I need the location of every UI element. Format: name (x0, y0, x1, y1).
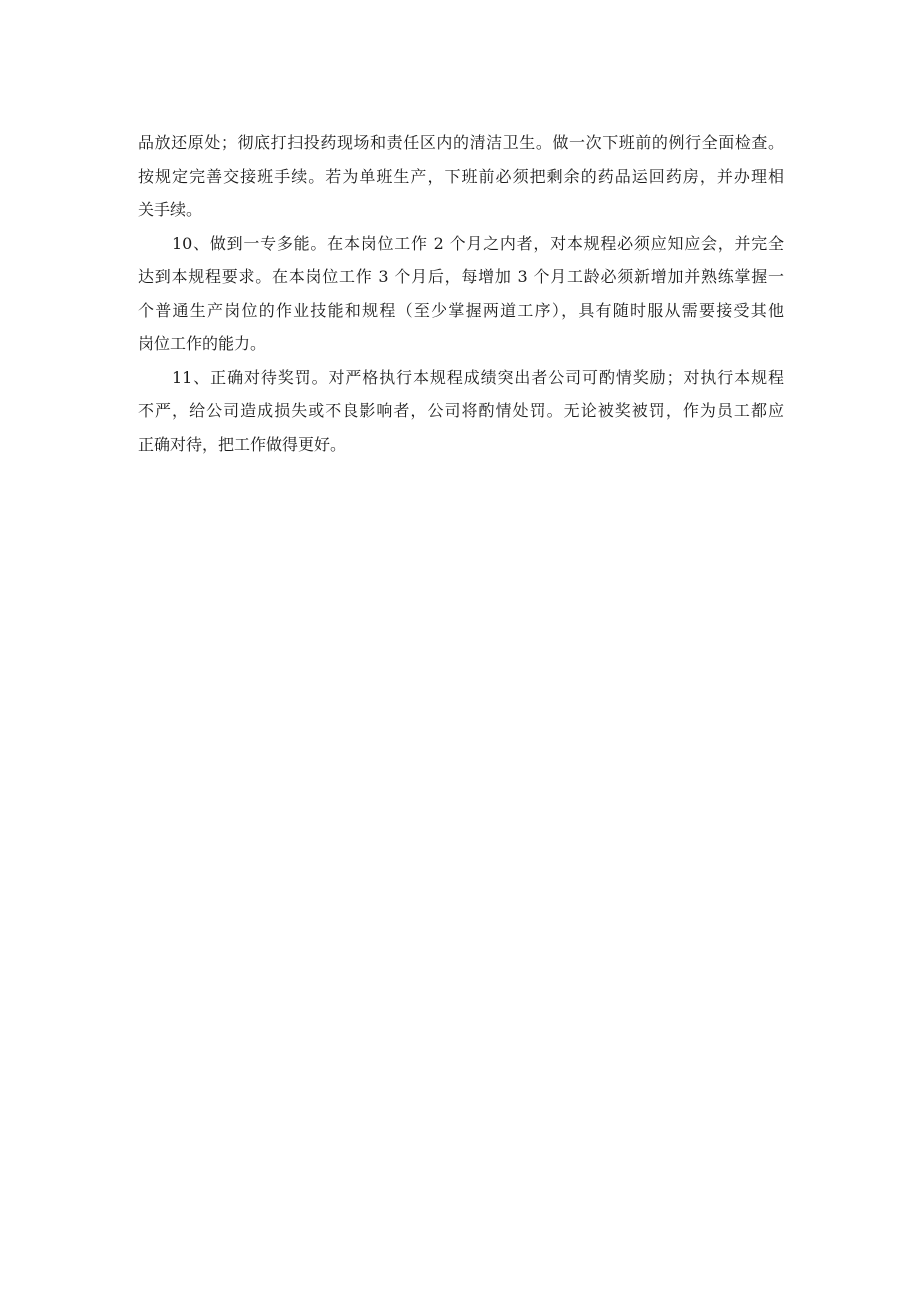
text-line: 不严，给公司造成损失或不良影响者，公司将酌情处罚。无论被奖被罚，作为员工都应 (138, 401, 784, 420)
text-line: 关手续。 (138, 200, 203, 219)
text-line: 品放还原处；彻底打扫投药现场和责任区内的清洁卫生。做一次下班前的例行全面检查。 (138, 133, 784, 152)
paragraph-continued (138, 126, 784, 227)
text-line: 岗位工作的能力。 (138, 334, 267, 353)
text-line: 按规定完善交接班手续。若为单班生产，下班前必须把剩余的药品运回药房，并办理相 (138, 166, 784, 186)
paragraph-item-11 (138, 361, 784, 462)
document-body (138, 126, 784, 461)
paragraph-item-10 (138, 227, 784, 361)
text-line: 11、正确对待奖罚。对严格执行本规程成绩突出者公司可酌情奖励；对执行本规程 (172, 367, 784, 387)
text-line: 个普通生产岗位的作业技能和规程（至少掌握两道工序），具有随时服从需要接受其他 (138, 300, 784, 320)
text-line: 达到本规程要求。在本岗位工作 3 个月后，每增加 3 个月工龄必须新增加并熟练掌握一 (138, 267, 784, 286)
text-line: 正确对待，把工作做得更好。 (138, 434, 347, 454)
text-line: 10、做到一专多能。在本岗位工作 2 个月之内者，对本规程必须应知应会，并完全 (172, 233, 784, 253)
